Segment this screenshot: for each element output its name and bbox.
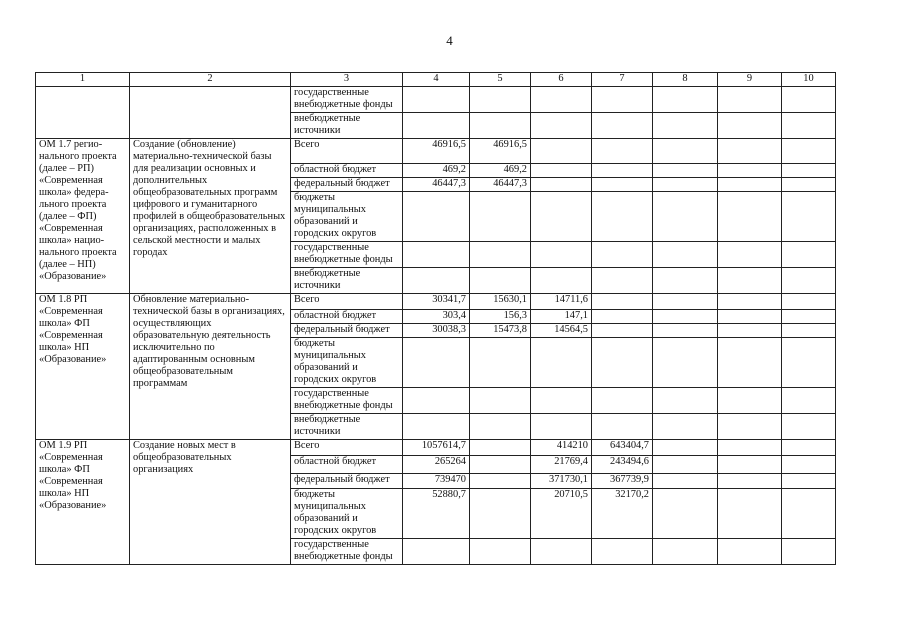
header-cell: 6 bbox=[531, 73, 592, 87]
header-cell: 9 bbox=[718, 73, 782, 87]
value-cell: 469,2 bbox=[470, 164, 531, 178]
measure-description-cell: Обновление материально-технической базы в организациях, осуществляющих образовательную деятельность исключительно по адаптированным основным общеобразовательным программам bbox=[130, 294, 291, 440]
source-cell: областной бюджет bbox=[291, 456, 403, 474]
value-cell: 156,3 bbox=[470, 310, 531, 324]
measure-code-cell: ОМ 1.7 регио-нального проекта (далее – РП) «Современная школа» федера-льного проекта (далее – ФП) «Современная школа» нацио-нального проекта (далее – НП) «Образование» bbox=[36, 139, 130, 294]
description-cell bbox=[130, 87, 291, 139]
value-cell bbox=[592, 539, 653, 565]
value-cell bbox=[470, 474, 531, 489]
source-cell: государственные внебюджетные фонды bbox=[291, 87, 403, 113]
header-cell: 7 bbox=[592, 73, 653, 87]
code-cell bbox=[36, 87, 130, 139]
value-cell bbox=[470, 192, 531, 242]
value-cell bbox=[592, 294, 653, 310]
value-cell: 414210 bbox=[531, 440, 592, 456]
value-cell: 739470 bbox=[403, 474, 470, 489]
value-cell bbox=[531, 242, 592, 268]
value-cell bbox=[531, 388, 592, 414]
value-cell: 1057614,7 bbox=[403, 440, 470, 456]
value-cell: 643404,7 bbox=[592, 440, 653, 456]
value-cell bbox=[403, 388, 470, 414]
value-cell bbox=[403, 539, 470, 565]
value-cell: 32170,2 bbox=[592, 489, 653, 539]
value-cell: 30341,7 bbox=[403, 294, 470, 310]
source-cell: областной бюджет bbox=[291, 164, 403, 178]
value-cell bbox=[531, 164, 592, 178]
source-cell: Всего bbox=[291, 294, 403, 310]
table-row bbox=[36, 139, 836, 164]
source-cell: внебюджетные источники bbox=[291, 414, 403, 440]
header-cell: 2 bbox=[130, 73, 291, 87]
source-cell: бюджеты муниципальных образований и городских округов bbox=[291, 192, 403, 242]
source-cell: внебюджетные источники bbox=[291, 268, 403, 294]
value-cell: 30038,3 bbox=[403, 324, 470, 338]
value-cell bbox=[531, 338, 592, 388]
value-cell: 243494,6 bbox=[592, 456, 653, 474]
value-cell: 46916,5 bbox=[470, 139, 531, 164]
source-cell: областной бюджет bbox=[291, 310, 403, 324]
value-cell bbox=[403, 338, 470, 388]
value-cell bbox=[470, 539, 531, 565]
header-row bbox=[36, 73, 836, 87]
table-row bbox=[36, 87, 836, 113]
measure-code-cell: ОМ 1.8 РП «Современная школа» ФП «Современная школа» НП «Образование» bbox=[36, 294, 130, 440]
value-cell bbox=[470, 414, 531, 440]
value-cell bbox=[531, 192, 592, 242]
value-cell bbox=[403, 242, 470, 268]
value-cell bbox=[592, 388, 653, 414]
value-cell bbox=[531, 268, 592, 294]
value-cell: 469,2 bbox=[403, 164, 470, 178]
source-cell: Всего bbox=[291, 440, 403, 456]
source-cell: бюджеты муниципальных образований и городских округов bbox=[291, 489, 403, 539]
header-cell: 10 bbox=[782, 73, 836, 87]
source-cell: государственные внебюджетные фонды bbox=[291, 539, 403, 565]
value-cell bbox=[470, 388, 531, 414]
value-cell bbox=[592, 414, 653, 440]
budget-table bbox=[35, 72, 836, 565]
value-cell: 15630,1 bbox=[470, 294, 531, 310]
value-cell bbox=[470, 268, 531, 294]
value-cell bbox=[470, 489, 531, 539]
value-cell bbox=[592, 268, 653, 294]
value-cell bbox=[531, 414, 592, 440]
value-cell bbox=[592, 242, 653, 268]
header-cell: 5 bbox=[470, 73, 531, 87]
value-cell bbox=[592, 192, 653, 242]
value-cell: 367739,9 bbox=[592, 474, 653, 489]
value-cell bbox=[470, 456, 531, 474]
value-cell bbox=[470, 242, 531, 268]
table-row bbox=[36, 294, 836, 310]
header-cell: 1 bbox=[36, 73, 130, 87]
value-cell: 14564,5 bbox=[531, 324, 592, 338]
value-cell bbox=[592, 310, 653, 324]
header-cell: 3 bbox=[291, 73, 403, 87]
value-cell bbox=[592, 324, 653, 338]
value-cell: 46916,5 bbox=[403, 139, 470, 164]
value-cell: 371730,1 bbox=[531, 474, 592, 489]
value-cell: 15473,8 bbox=[470, 324, 531, 338]
value-cell: 147,1 bbox=[531, 310, 592, 324]
value-cell bbox=[470, 440, 531, 456]
header-cell: 4 bbox=[403, 73, 470, 87]
value-cell bbox=[470, 338, 531, 388]
value-cell bbox=[531, 139, 592, 164]
value-cell bbox=[592, 338, 653, 388]
source-cell: бюджеты муниципальных образований и городских округов bbox=[291, 338, 403, 388]
value-cell: 303,4 bbox=[403, 310, 470, 324]
value-cell: 265264 bbox=[403, 456, 470, 474]
value-cell bbox=[531, 539, 592, 565]
measure-code-cell: ОМ 1.9 РП «Современная школа» ФП «Современная школа» НП «Образование» bbox=[36, 440, 130, 565]
measure-description-cell: Создание (обновление) материально-технической базы для реализации основных и дополнительных общеобразовательных программ цифрового и гуманитарного профилей в общеобразовательных организациях, расположенных в сельской местности и малых городах bbox=[130, 139, 291, 294]
value-cell: 20710,5 bbox=[531, 489, 592, 539]
source-cell: федеральный бюджет bbox=[291, 324, 403, 338]
measure-description-cell: Создание новых мест в общеобразовательных организациях bbox=[130, 440, 291, 565]
value-cell bbox=[592, 164, 653, 178]
page-number: 4 bbox=[446, 33, 453, 48]
source-cell: государственные внебюджетные фонды bbox=[291, 242, 403, 268]
header-cell: 8 bbox=[653, 73, 718, 87]
value-cell bbox=[403, 268, 470, 294]
value-cell bbox=[403, 192, 470, 242]
value-cell: 52880,7 bbox=[403, 489, 470, 539]
value-cell bbox=[592, 139, 653, 164]
source-cell: внебюджетные источники bbox=[291, 113, 403, 139]
source-cell: федеральный бюджет bbox=[291, 178, 403, 192]
value-cell bbox=[403, 414, 470, 440]
value-cell: 14711,6 bbox=[531, 294, 592, 310]
source-cell: федеральный бюджет bbox=[291, 474, 403, 489]
source-cell: Всего bbox=[291, 139, 403, 164]
table-row bbox=[36, 440, 836, 456]
value-cell: 21769,4 bbox=[531, 456, 592, 474]
value-cell: 46447,3 bbox=[403, 178, 470, 192]
value-cell bbox=[592, 178, 653, 192]
value-cell bbox=[531, 178, 592, 192]
source-cell: государственные внебюджетные фонды bbox=[291, 388, 403, 414]
value-cell: 46447,3 bbox=[470, 178, 531, 192]
